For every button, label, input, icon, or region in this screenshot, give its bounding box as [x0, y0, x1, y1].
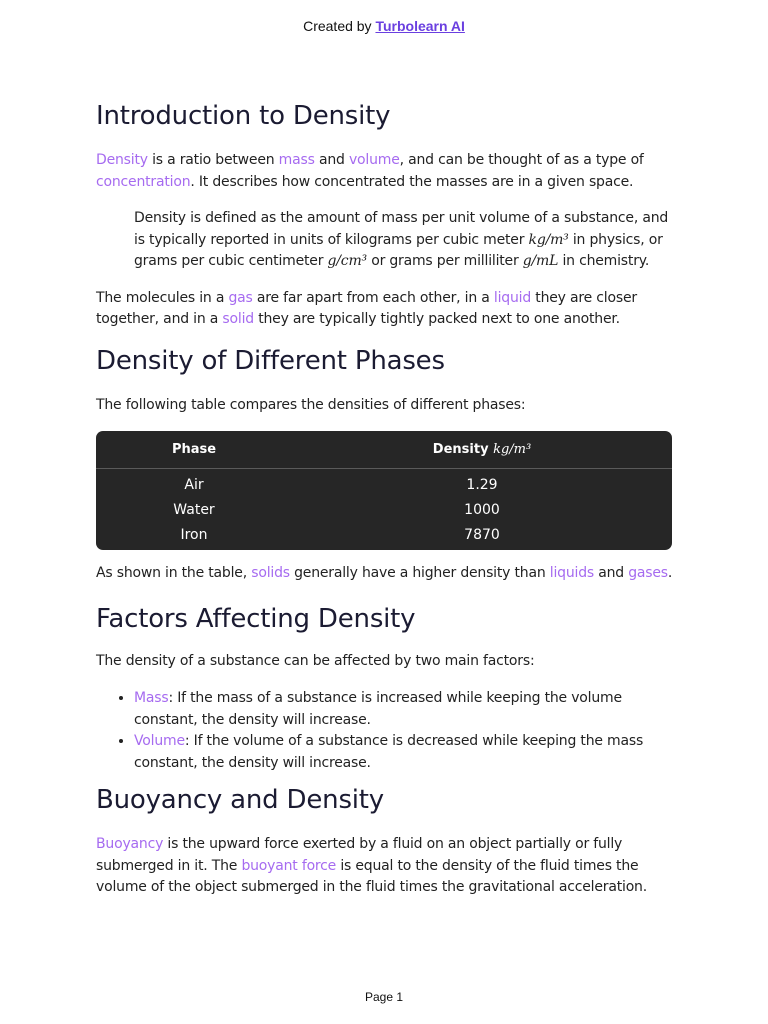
intro-paragraph: Density is a ratio between mass and volume, and can be thought of as a type of concentration. It describes how concentrated the masses are in a given space. [96, 152, 644, 190]
heading-buoyancy: Buoyancy and Density [96, 785, 384, 815]
heading-phases: Density of Different Phases [96, 345, 445, 376]
phase-cell: Iron [180, 526, 208, 543]
term-volume-factor: Volume [134, 733, 185, 749]
term-liquid: liquid [493, 289, 532, 306]
brand-link[interactable]: Turbolearn AI [375, 18, 465, 34]
table-header-row [96, 431, 672, 469]
density-table [96, 431, 672, 550]
term-solids: solids [251, 565, 290, 581]
heading-introduction: Introduction to Density [96, 101, 391, 131]
list-item: • Volume: If the volume of a substance is decreased while keeping the mass constant, the density will increase. [134, 731, 676, 774]
definition-blockquote: Density is defined as the amount of mass per unit volume of a substance, and is typically reported in units of kilograms per cubic meter kg/m³ in physics, or grams per cubic centimeter g/cm³ or grams per milliliter g/mL in chemistry. [134, 210, 669, 269]
page-number: Page 1 [364, 990, 404, 1004]
density-cell: 1.29 [466, 476, 498, 493]
buoyancy-paragraph: Buoyancy is the upward force exerted by a fluid on an object partially or fully submerged in it. The buoyant force is equal to the density of the fluid times the volume of the object submerged in the fluid times the gravitational acceleration. [96, 836, 647, 895]
term-buoyancy: Buoyancy [96, 836, 164, 852]
density-cell: 7870 [464, 526, 500, 543]
table-row [96, 469, 672, 497]
factors-list [96, 688, 676, 774]
document-body [96, 96, 676, 899]
math-g-cm3: g/cm³ [327, 253, 367, 269]
math-g-ml: g/mL [522, 253, 559, 269]
term-gas: gas [228, 289, 253, 306]
phase-cell: Air [184, 476, 204, 493]
molecules-paragraph: The molecules in a gas are far apart from each other, in a liquid they are closer together, and in a solid they are typically tightly packed next to one another. [96, 289, 637, 327]
column-header-density: Density kg/m³ [292, 431, 672, 469]
header-prefix: Created by [303, 18, 376, 34]
factors-intro: The density of a substance can be affected by two main factors: [96, 652, 535, 669]
term-mass: mass [278, 152, 315, 168]
term-concentration: concentration [96, 173, 191, 190]
density-cell: 1000 [464, 501, 500, 518]
heading-factors: Factors Affecting Density [96, 603, 416, 634]
math-kg-m3-header: kg/m³ [493, 442, 532, 457]
table-row [96, 497, 672, 522]
page-header [0, 18, 768, 34]
phase-cell: Water [173, 501, 215, 518]
table-intro: The following table compares the densities of different phases: [96, 396, 526, 413]
table-summary: As shown in the table, solids generally have a higher density than liquids and gases. [96, 565, 673, 581]
table-row [96, 522, 672, 550]
list-item: • Mass: If the mass of a substance is increased while keeping the volume constant, the density will increase. [134, 688, 676, 731]
math-kg-m3: kg/m³ [528, 231, 569, 248]
term-mass-factor: Mass [134, 690, 169, 706]
term-solid: solid [222, 311, 254, 327]
term-liquids: liquids [549, 565, 594, 581]
term-volume: volume [348, 152, 400, 168]
term-density: Density [96, 152, 148, 168]
column-header-phase: Phase [96, 431, 292, 469]
term-gases: gases [628, 565, 668, 581]
term-buoyant-force: buoyant force [241, 857, 337, 874]
